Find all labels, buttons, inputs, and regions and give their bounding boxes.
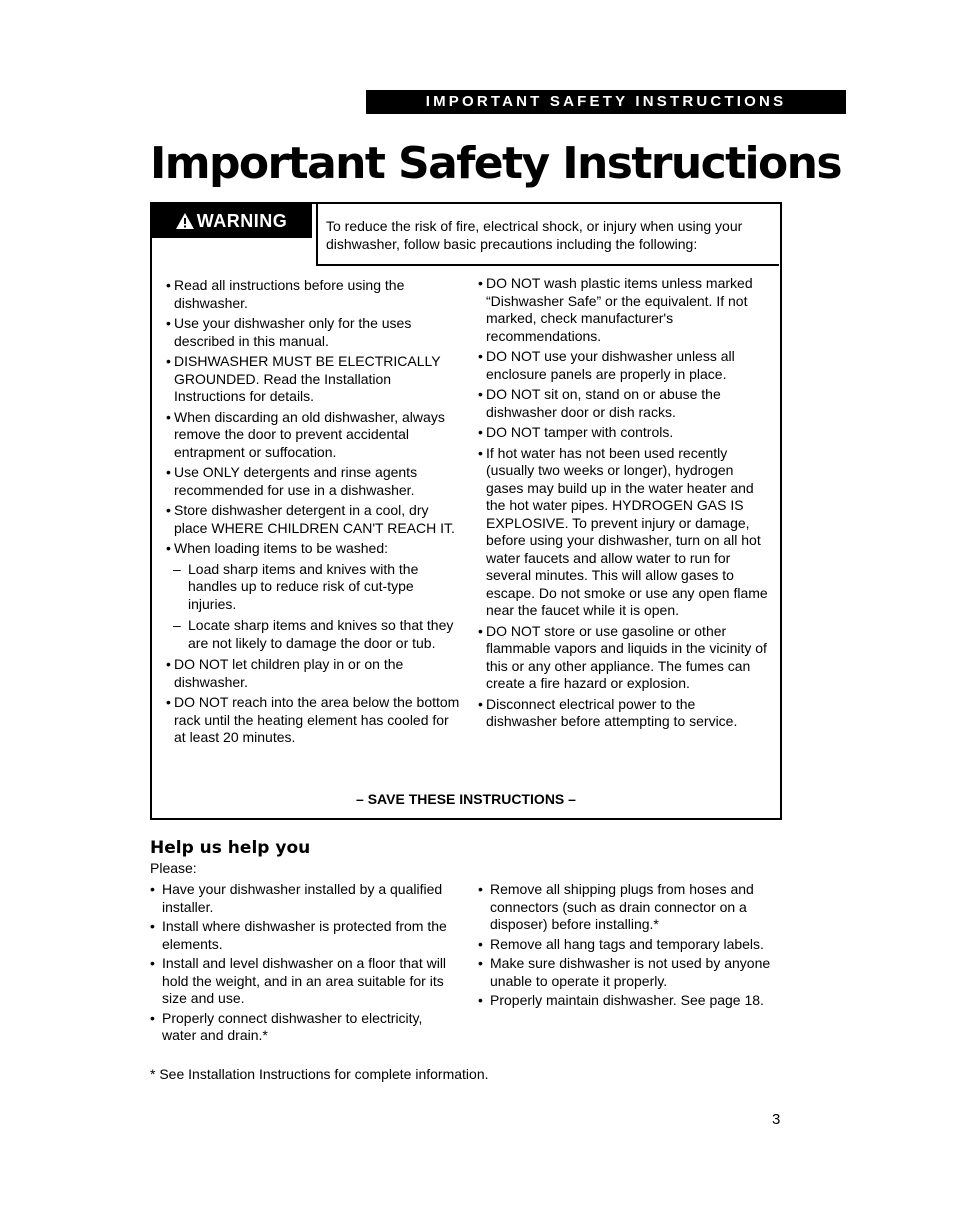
list-item: • Properly maintain dishwasher. See page 18. <box>478 992 798 1010</box>
save-instructions: – SAVE THESE INSTRUCTIONS – <box>356 791 576 807</box>
warning-list-left <box>166 277 461 750</box>
list-item: • When discarding an old dishwasher, always remove the door to prevent accidental entrapment or suffocation. <box>166 409 461 462</box>
list-item: • If hot water has not been used recently (usually two weeks or longer), hydrogen gases may build up in the water heater and the hot water pipes. HYDROGEN GAS IS EXPLOSIVE. To prevent injury or damage, before using your dishwasher, turn on all hot water faucets and allow water to run for several minutes. This will allow gases to escape. Do not smoke or use any open flame near the faucet while it is open. <box>478 445 770 620</box>
list-item: • Use ONLY detergents and rinse agents recommended for use in a dishwasher. <box>166 464 461 499</box>
list-subitem <box>166 561 461 614</box>
list-item: • Use your dishwasher only for the uses described in this manual. <box>166 315 461 350</box>
list-item: • Store dishwasher detergent in a cool, dry place WHERE CHILDREN CAN'T REACH IT. <box>166 502 461 537</box>
warning-list-right <box>478 275 770 734</box>
list-item: • Install where dishwasher is protected from the elements. <box>150 918 455 953</box>
list-item: • DO NOT store or use gasoline or other flammable vapors and liquids in the vicinity of this or any other appliance. The fumes can create a fire hazard or explosion. <box>478 623 770 693</box>
list-item: • Remove all hang tags and temporary labels. <box>478 936 798 954</box>
list-item: • Disconnect electrical power to the dishwasher before attempting to service. <box>478 696 770 731</box>
list-item: • Make sure dishwasher is not used by anyone unable to operate it properly. <box>478 955 798 990</box>
list-item: • DO NOT wash plastic items unless marked “Dishwasher Safe” or the equivalent. If not marked, check manufacturer's recommendations. <box>478 275 770 345</box>
list-item: • DO NOT let children play in or on the dishwasher. <box>166 656 461 691</box>
warning-intro-text: To reduce the risk of fire, electrical shock, or injury when using your dishwasher, follow basic precautions including the following: <box>316 202 779 266</box>
list-item: • Install and level dishwasher on a floor that will hold the weight, and in an area suitable for its size and use. <box>150 955 455 1008</box>
list-item: • DISHWASHER MUST BE ELECTRICALLY GROUNDED. Read the Installation Instructions for details. <box>166 353 461 406</box>
help-list-right <box>478 881 798 1012</box>
page-number: 3 <box>772 1111 781 1128</box>
help-heading: Help us help you <box>150 838 311 858</box>
list-item: • Properly connect dishwasher to electricity, water and drain.* <box>150 1010 455 1045</box>
list-item: • When loading items to be washed: <box>166 540 461 558</box>
list-item: • DO NOT sit on, stand on or abuse the dishwasher door or dish racks. <box>478 386 770 421</box>
list-item: • DO NOT reach into the area below the bottom rack until the heating element has cooled for at least 20 minutes. <box>166 694 461 747</box>
list-subitem-text: Locate sharp items and knives so that they are not likely to damage the door or tub. <box>188 617 454 651</box>
warning-label <box>150 204 312 238</box>
dash-marker: – <box>173 617 181 633</box>
help-intro: Please: <box>150 860 197 876</box>
list-item: • Have your dishwasher installed by a qualified installer. <box>150 881 455 916</box>
list-item: • DO NOT tamper with controls. <box>478 424 770 442</box>
warning-triangle-icon <box>175 212 195 230</box>
list-subitem-text: Load sharp items and knives with the handles up to reduce risk of cut-type injuries. <box>188 560 419 612</box>
help-list-left <box>150 881 455 1047</box>
list-item: • Read all instructions before using the dishwasher. <box>166 277 461 312</box>
footnote: * See Installation Instructions for complete information. <box>150 1066 489 1082</box>
section-header-banner: IMPORTANT SAFETY INSTRUCTIONS <box>366 90 846 114</box>
list-subitem <box>166 617 461 652</box>
warning-label-text: WARNING <box>196 210 288 231</box>
list-item: • DO NOT use your dishwasher unless all enclosure panels are properly in place. <box>478 348 770 383</box>
page-title: Important Safety Instructions <box>150 138 841 189</box>
list-item: • Remove all shipping plugs from hoses and connectors (such as drain connector on a disposer) before installing.* <box>478 881 798 934</box>
dash-marker: – <box>173 560 181 577</box>
